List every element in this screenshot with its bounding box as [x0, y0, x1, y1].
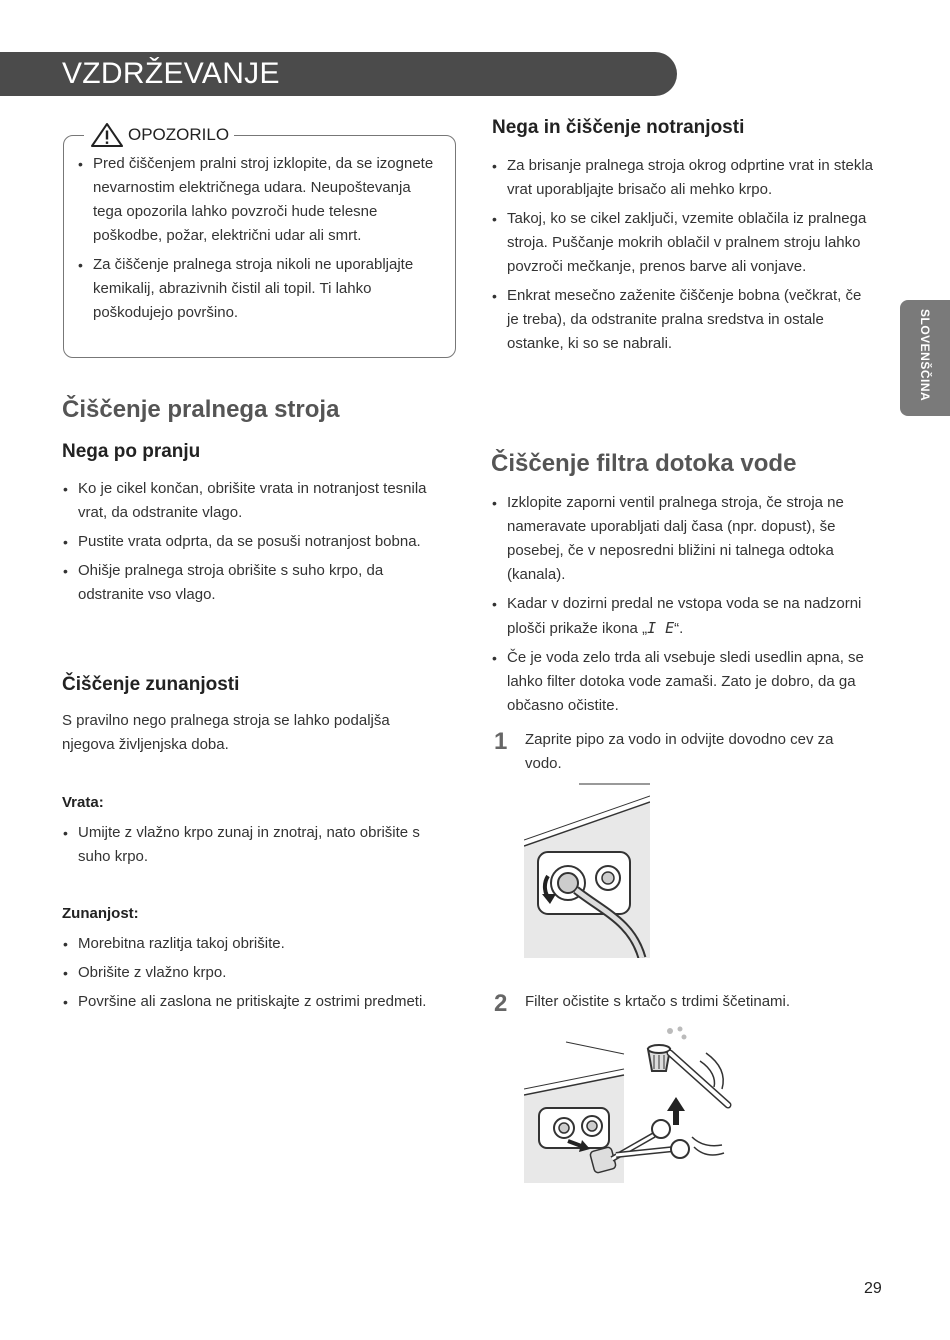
list-item: • Če je voda zelo trda ali vsebuje sledi usedlin apna, se lahko filter dotoka vode zamaši. Zato je dobro, da ga občasno očistite. [492, 646, 882, 718]
error-code: I E [647, 619, 675, 637]
warning-list [78, 152, 438, 330]
list-item: • Enkrat mesečno zaženite čiščenje bobna (večkrat, če je treba), da odstranite pralna sredstva in ostale ostanke, ki so se nabrali. [492, 284, 877, 356]
door-label: Vrata: [62, 794, 104, 811]
page-number: 29 [864, 1280, 882, 1297]
error-suffix: “. [674, 620, 684, 637]
list-item: • Obrišite z vlažno krpo. [63, 961, 458, 985]
list-item: • Ohišje pralnega stroja obrišite s suho krpo, da odstranite vso vlago. [63, 559, 448, 607]
hose-disconnect-illustration [524, 782, 650, 958]
outside-label: Zunanjost: [62, 905, 139, 922]
list-item: • Pred čiščenjem pralni stroj izklopite, da se izognete nevarnostim električnega udara. Neupoštevanja tega opozorila lahko povzroči hude telesne poškodbe, požar, električni udar ali smrt. [78, 152, 438, 248]
step-number: 1 [494, 728, 508, 755]
warning-triangle-icon [90, 122, 124, 148]
list-item: • Pustite vrata odprta, da se posuši notranjost bobna. [63, 530, 448, 554]
list-item: • Za brisanje pralnega stroja okrog odprtine vrat in stekla vrat uporabljajte brisačo ali mehko krpo. [492, 154, 877, 202]
door-list [63, 821, 448, 874]
after-wash-list [63, 477, 448, 612]
language-tab-label: SLOVENŠČINA [918, 309, 932, 402]
section-title-interior: Nega in čiščenje notranjosti [492, 117, 745, 138]
list-item: • Površine ali zaslona ne pritiskajte z ostrimi predmeti. [63, 990, 458, 1014]
warning-header [84, 122, 234, 148]
interior-list [492, 154, 877, 361]
list-item [492, 592, 882, 641]
step-text: Filter očistite s krtačo s trdimi ščetinami. [525, 993, 791, 1010]
section-title-cleaning: Čiščenje pralnega stroja [62, 396, 340, 423]
list-item: • Izklopite zaporni ventil pralnega stroja, če stroja ne nameravate uporabljati dalj časa (npr. dopust), še posebej, če v neposredni bližini ni talnega odtoka (kanala). [492, 491, 882, 587]
filter-brush-illustration [524, 1025, 739, 1183]
outside-list [63, 932, 458, 1019]
exterior-intro: S pravilno nego pralnega stroja se lahko podaljša njegova življenjska doba. [62, 712, 390, 753]
page-title: VZDRŽEVANJE [62, 57, 280, 90]
section-title-filter: Čiščenje filtra dotoka vode [491, 450, 797, 477]
list-item: • Takoj, ko se cikel zaključi, vzemite oblačila iz pralnega stroja. Puščanje mokrih oblačil v pralnem stroju lahko povzroči mečkanje, prenos barve ali vonjave. [492, 207, 877, 279]
list-item: • Umijte z vlažno krpo zunaj in znotraj, nato obrišite s suho krpo. [63, 821, 448, 869]
subsection-title-after-wash: Nega po pranju [62, 441, 201, 462]
list-item-text: Kadar v dozirni predal ne vstopa voda se na nadzorni plošči prikaže ikona „ [507, 595, 862, 637]
list-item: • Morebitna razlitja takoj obrišite. [63, 932, 458, 956]
list-item: • Ko je cikel končan, obrišite vrata in notranjost tesnila vrat, da odstranite vlago. [63, 477, 448, 525]
list-item: • Za čiščenje pralnega stroja nikoli ne uporabljajte kemikalij, abrazivnih čistil ali topil. Ti lahko poškodujejo površino. [78, 253, 438, 325]
step-number: 2 [494, 990, 508, 1017]
warning-label: OPOZORILO [128, 125, 230, 144]
subsection-title-exterior: Čiščenje zunanjosti [62, 674, 240, 695]
step-text: Zaprite pipo za vodo in odvijte dovodno cev za vodo. [525, 731, 834, 772]
filter-list [492, 491, 882, 723]
